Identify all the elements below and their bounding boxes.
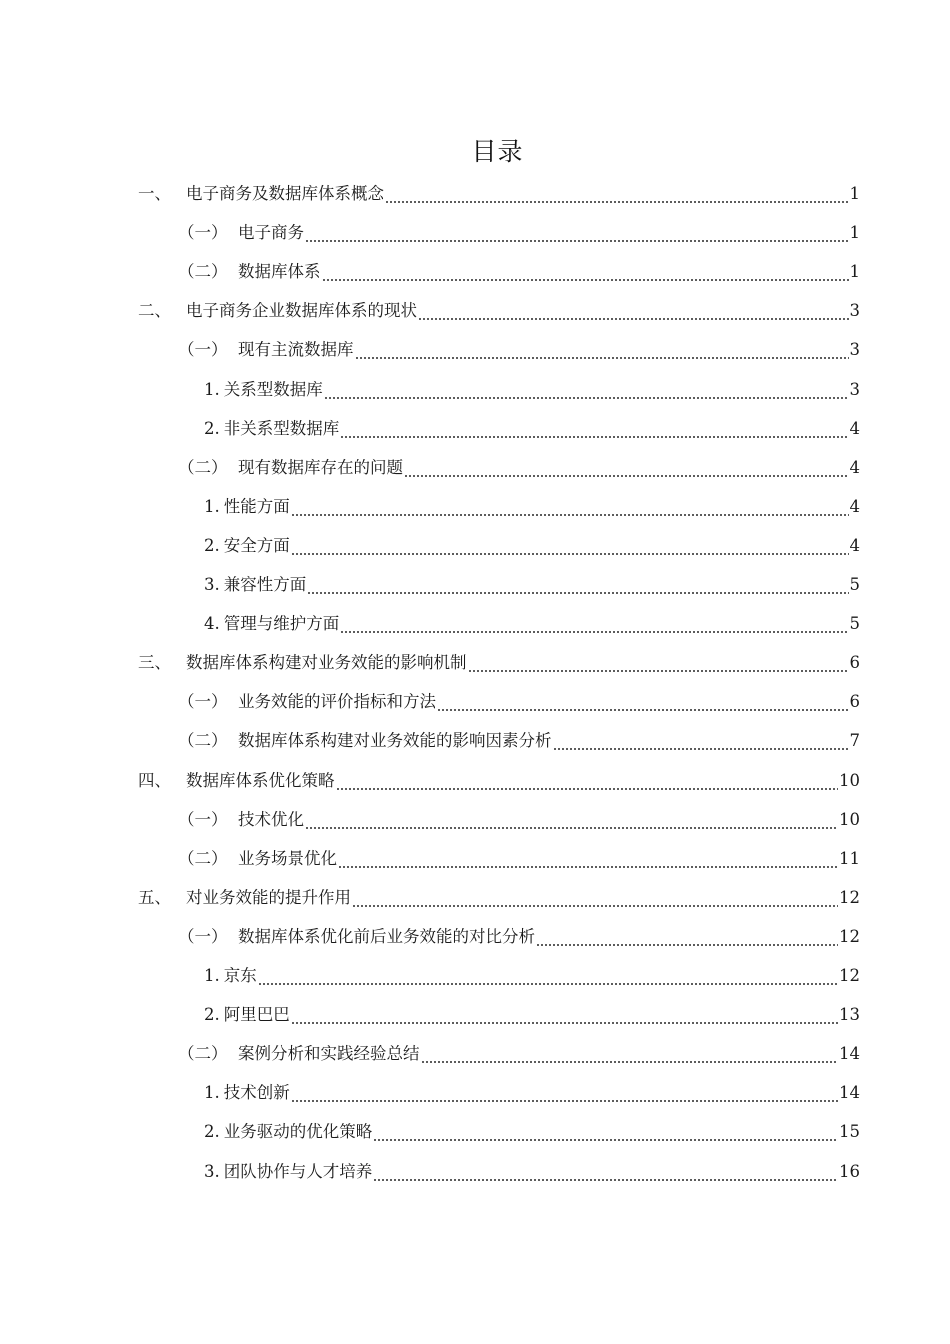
toc-entry-page-number: 12	[839, 926, 860, 946]
toc-entry[interactable]	[204, 411, 860, 447]
toc-entry-page-number: 4	[849, 496, 860, 516]
toc-entry[interactable]	[204, 997, 860, 1033]
toc-entry-label: 技术优化	[238, 809, 304, 829]
dot-leader	[338, 866, 838, 868]
toc-entry-label: 非关系型数据库	[223, 418, 340, 438]
toc-entry-page-number: 13	[839, 1005, 860, 1025]
dot-leader	[373, 1139, 838, 1141]
dot-leader	[340, 436, 848, 438]
toc-entry-page-number: 12	[839, 966, 860, 985]
dot-leader	[291, 553, 849, 555]
toc-entry-label: 现有数据库存在的问题	[238, 457, 403, 477]
dot-leader	[421, 1061, 839, 1063]
dot-leader	[291, 1100, 838, 1102]
toc-entry[interactable]	[138, 176, 860, 212]
toc-entry-page-number: 4	[849, 457, 860, 477]
dot-leader	[324, 397, 849, 399]
dot-leader	[305, 240, 849, 242]
toc-entry-page-number: 1	[849, 184, 860, 203]
toc-entry-number: （二）	[178, 262, 228, 282]
toc-entry-page-number: 14	[839, 1083, 860, 1103]
toc-entry-label: 性能方面	[223, 496, 290, 516]
dot-leader	[404, 475, 849, 477]
toc-entry-number: 一、	[138, 184, 171, 203]
toc-entry-label: 电子商务企业数据库体系的现状	[186, 301, 417, 321]
toc-entry-label: 关系型数据库	[223, 379, 323, 399]
toc-entry[interactable]	[178, 684, 860, 720]
toc-entry[interactable]	[204, 489, 860, 525]
toc-entry-number: （一）	[178, 692, 228, 712]
toc-entry[interactable]	[178, 723, 860, 759]
toc-entry-page-number: 11	[839, 848, 860, 868]
toc-entry-number: （一）	[178, 340, 228, 360]
toc-entry-label: 技术创新	[223, 1083, 290, 1103]
toc-entry-number: （二）	[178, 457, 228, 477]
toc-entry-page-number: 5	[849, 575, 860, 594]
toc-entry-label: 京东	[223, 966, 257, 985]
toc-entry-number: 1.	[204, 966, 220, 985]
toc-entry[interactable]	[138, 763, 860, 799]
toc-entry-page-number: 12	[839, 887, 860, 907]
dot-leader	[322, 279, 849, 281]
toc-entry-label: 数据库体系优化前后业务效能的对比分析	[238, 926, 535, 946]
dot-leader	[352, 905, 838, 907]
toc-entry-number: 1.	[204, 379, 220, 399]
toc-entry[interactable]	[204, 1114, 860, 1150]
toc-entry-label: 数据库体系构建对业务效能的影响因素分析	[238, 731, 552, 751]
dot-leader	[336, 788, 839, 790]
dot-leader	[305, 827, 838, 829]
toc-entry-number: 1.	[204, 496, 220, 516]
toc-entry-number: 2.	[204, 535, 220, 555]
toc-entry-label: 现有主流数据库	[238, 340, 354, 360]
toc-entry-page-number: 16	[839, 1161, 860, 1181]
toc-entry-page-number: 6	[849, 653, 860, 673]
toc-entry[interactable]	[178, 254, 860, 290]
toc-entry-number: （二）	[178, 848, 228, 868]
toc-entry-page-number: 15	[839, 1122, 860, 1142]
dot-leader	[291, 1022, 838, 1024]
toc-entry-label: 对业务效能的提升作用	[186, 887, 351, 907]
toc-entry-label: 数据库体系构建对业务效能的影响机制	[186, 653, 467, 673]
toc-entry-label: 数据库体系优化策略	[186, 770, 335, 790]
toc-entry-label: 案例分析和实践经验总结	[238, 1044, 420, 1064]
toc-entry-label: 阿里巴巴	[223, 1005, 290, 1025]
dot-leader	[373, 1179, 838, 1181]
toc-entry-number: （二）	[178, 731, 228, 751]
toc-entry[interactable]	[178, 841, 860, 877]
toc-entry-number: （一）	[178, 223, 228, 243]
toc-entry[interactable]	[138, 880, 860, 916]
toc-entry-label: 团队协作与人才培养	[223, 1161, 373, 1181]
toc-entry-number: 1.	[204, 1083, 220, 1103]
toc-entry[interactable]	[178, 215, 860, 251]
toc-entry-page-number: 4	[849, 535, 860, 555]
dot-leader	[340, 631, 848, 633]
toc-entry-label: 电子商务及数据库体系概念	[186, 184, 384, 203]
toc-entry[interactable]	[178, 1036, 860, 1072]
toc-entry[interactable]	[204, 606, 860, 642]
toc-entry-number: （一）	[178, 926, 228, 946]
toc-entry-number: 3.	[204, 575, 220, 594]
dot-leader	[258, 983, 838, 985]
dot-leader	[385, 201, 849, 203]
toc-entry-page-number: 5	[849, 614, 860, 634]
toc-entry[interactable]	[204, 372, 860, 408]
toc-entry[interactable]	[178, 802, 860, 838]
toc-entry-page-number: 14	[839, 1044, 860, 1064]
dot-leader	[536, 944, 838, 946]
toc-entry-number: 五、	[138, 887, 171, 907]
toc-entry[interactable]	[204, 567, 860, 603]
dot-leader	[437, 709, 849, 711]
toc-entry-label: 业务场景优化	[238, 848, 337, 868]
dot-leader	[307, 592, 848, 594]
toc-entry-page-number: 1	[849, 262, 860, 282]
toc-entry[interactable]	[178, 919, 860, 955]
toc-entry[interactable]	[178, 332, 860, 368]
toc-entry[interactable]	[178, 450, 860, 486]
toc-entry-number: （二）	[178, 1044, 228, 1064]
toc-entry[interactable]	[204, 1154, 860, 1190]
toc-entry-label: 管理与维护方面	[223, 614, 340, 634]
dot-leader	[468, 670, 849, 672]
toc-entry-number: 2.	[204, 1122, 220, 1142]
toc-entry-number: 四、	[138, 770, 171, 790]
toc-entry-page-number: 10	[839, 809, 860, 829]
dot-leader	[291, 514, 849, 516]
toc-entry-number: 4.	[204, 614, 220, 634]
toc-entry-label: 电子商务	[238, 223, 304, 243]
toc-entry-label: 兼容性方面	[223, 575, 307, 594]
toc-entry-number: 三、	[138, 653, 171, 673]
toc-entry-page-number: 4	[849, 418, 860, 438]
dot-leader	[553, 748, 849, 750]
toc-entry-page-number: 7	[849, 731, 860, 751]
toc-entry-page-number: 3	[849, 379, 860, 399]
dot-leader	[418, 318, 849, 320]
toc-entry-page-number: 1	[849, 223, 860, 243]
toc-entry-page-number: 10	[839, 770, 860, 790]
toc-entry[interactable]	[204, 958, 860, 994]
toc-entry[interactable]	[204, 528, 860, 564]
toc-entry-label: 业务效能的评价指标和方法	[238, 692, 436, 712]
toc-entry-page-number: 3	[849, 340, 860, 360]
toc-entry[interactable]	[204, 1075, 860, 1111]
toc-entry-page-number: 6	[849, 692, 860, 712]
toc-entry[interactable]	[138, 645, 860, 681]
toc-entry-number: 2.	[204, 418, 220, 438]
toc-entry-number: 3.	[204, 1161, 220, 1181]
toc-entry-number: 二、	[138, 301, 171, 321]
dot-leader	[355, 357, 849, 359]
toc-title: 目录	[471, 137, 524, 166]
toc-entry-page-number: 3	[849, 301, 860, 321]
toc-entry-number: 2.	[204, 1005, 220, 1025]
toc-entry-label: 安全方面	[223, 535, 290, 555]
toc-entry-label: 数据库体系	[238, 262, 321, 282]
toc-entry-number: （一）	[178, 809, 228, 829]
toc-entry[interactable]	[138, 293, 860, 329]
toc-entry-label: 业务驱动的优化策略	[223, 1122, 373, 1142]
